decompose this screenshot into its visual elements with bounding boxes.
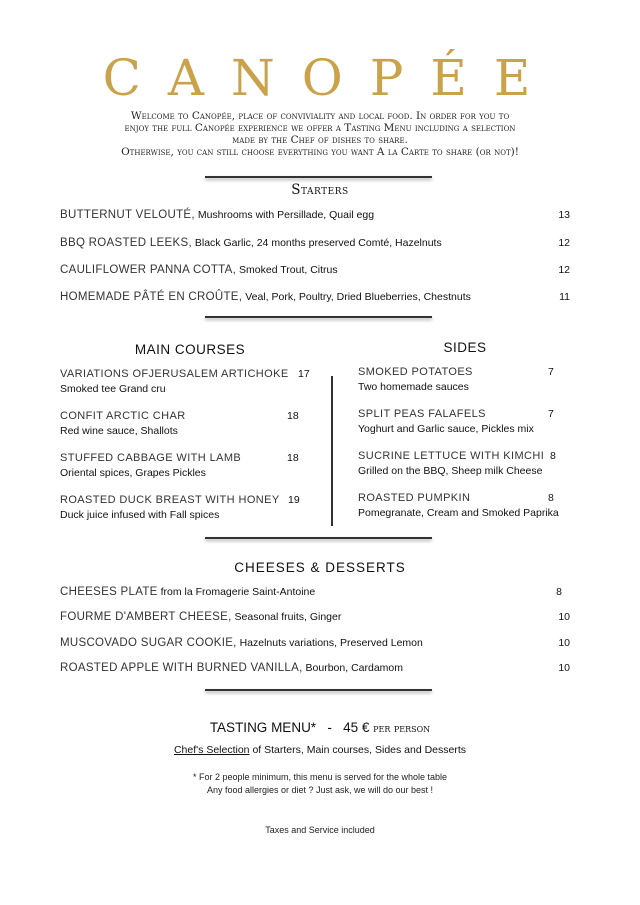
item-name: MUSCOVADO SUGAR COOKIE, — [60, 637, 237, 649]
tasting-per-person: per person — [373, 722, 431, 735]
item-desc: Black Garlic, 24 months preserved Comté, Hazelnuts — [194, 237, 442, 249]
mains-heading: MAIN COURSES — [134, 342, 246, 357]
item-name: ROASTED APPLE WITH BURNED VANILLA, — [60, 662, 303, 674]
item-name: SUCRINE LETTUCE WITH KIMCHI — [358, 450, 545, 462]
item-desc: Grilled on the BBQ, Sheep milk Cheese — [358, 465, 543, 477]
item-price: 12 — [558, 264, 570, 276]
desserts-heading: CHEESES & DESSERTS — [234, 560, 406, 575]
intro-line: made by the Chef of dishes to share. — [232, 134, 408, 146]
item-desc: Oriental spices, Grapes Pickles — [60, 467, 206, 479]
tasting-menu-line — [0, 720, 640, 735]
intro-text — [60, 110, 580, 158]
intro-line: enjoy the full Canopée experience we offer a Tasting Menu including a selection — [124, 122, 516, 134]
menu-item — [60, 451, 310, 481]
item-name: ROASTED PUMPKIN — [358, 492, 471, 504]
item-desc: Hazelnuts variations, Preserved Lemon — [239, 637, 423, 649]
item-desc: Smoked Trout, Citrus — [239, 264, 338, 276]
item-price: 7 — [548, 408, 554, 420]
menu-item — [60, 208, 570, 222]
item-price: 10 — [558, 662, 570, 674]
item-desc: from la Fromagerie Saint-Antoine — [160, 586, 316, 598]
menu-item — [358, 365, 568, 395]
tasting-price: 45 € — [343, 720, 370, 735]
menu-item — [60, 636, 570, 650]
item-price: 8 — [556, 586, 562, 598]
item-name: CONFIT ARCTIC CHAR — [60, 410, 186, 422]
item-desc: Seasonal fruits, Ginger — [234, 611, 342, 623]
tasting-selection — [0, 744, 640, 756]
item-name: FOURME D'AMBERT CHEESE, — [60, 611, 232, 623]
item-price: 11 — [559, 291, 570, 303]
item-desc: Two homemade sauces — [358, 381, 469, 393]
intro-line: Welcome to Canopée, place of conviviality and local food. In order for you to — [130, 110, 510, 122]
menu-item — [60, 290, 570, 304]
item-name: BBQ ROASTED LEEKS, — [60, 237, 192, 249]
menu-item — [60, 367, 310, 397]
selection-text: of Starters, Main courses, Sides and Desserts — [252, 744, 467, 756]
item-desc: Bourbon, Cardamom — [305, 662, 403, 674]
item-name: CAULIFLOWER PANNA COTTA, — [60, 264, 237, 276]
divider — [205, 316, 432, 318]
divider — [205, 689, 432, 691]
item-name: BUTTERNUT VELOUTÉ, — [60, 209, 195, 221]
menu-item — [60, 236, 570, 250]
item-price: 18 — [287, 452, 299, 464]
item-name: CHEESES PLATE — [60, 586, 158, 598]
menu-item — [60, 263, 570, 277]
item-desc: Red wine sauce, Shallots — [60, 425, 178, 437]
item-name: STUFFED CABBAGE WITH LAMB — [60, 452, 242, 464]
item-name: ROASTED DUCK BREAST WITH HONEY — [60, 494, 280, 506]
item-price: 10 — [558, 611, 570, 623]
menu-item — [60, 610, 570, 624]
item-name: VARIATIONS OFJERUSALEM ARTICHOKE — [60, 368, 289, 380]
menu-item — [60, 661, 570, 675]
chefs-selection-link[interactable]: Chef's Selection — [173, 744, 250, 756]
menu-item — [358, 491, 568, 521]
item-price: 13 — [558, 209, 570, 221]
item-price: 7 — [548, 366, 554, 378]
intro-line: Otherwise, you can still choose everything you want A la Carte to share (or not)! — [121, 146, 519, 158]
item-price: 17 — [298, 368, 310, 380]
item-name: SMOKED POTATOES — [358, 366, 473, 378]
starters-heading: Starters — [291, 182, 349, 198]
divider — [205, 176, 432, 178]
item-price: 10 — [558, 637, 570, 649]
allergy-note: Any food allergies or diet ? Just ask, we will do our best ! — [206, 785, 434, 795]
column-divider — [331, 376, 333, 526]
tasting-separator: - — [327, 720, 332, 735]
menu-item — [60, 585, 570, 599]
item-desc: Pomegranate, Cream and Smoked Paprika — [358, 507, 559, 519]
menu-item — [60, 409, 310, 439]
divider — [205, 537, 432, 539]
item-price: 18 — [287, 410, 299, 422]
restaurant-title: CANOPÉE — [102, 49, 558, 107]
item-price: 8 — [550, 450, 556, 462]
menu-item — [358, 407, 568, 437]
item-desc: Yoghurt and Garlic sauce, Pickles mix — [358, 423, 534, 435]
item-price: 8 — [548, 492, 554, 504]
tasting-note: * For 2 people minimum, this menu is served for the whole table — [192, 772, 448, 782]
item-desc: Mushrooms with Persillade, Quail egg — [197, 209, 375, 221]
item-name: SPLIT PEAS FALAFELS — [358, 408, 486, 420]
item-price: 12 — [558, 237, 570, 249]
item-name: HOMEMADE PÂTÉ EN CROÛTE, — [60, 291, 243, 303]
sides-heading: SIDES — [443, 340, 487, 355]
item-desc: Duck juice infused with Fall spices — [60, 509, 220, 521]
item-desc: Smoked tee Grand cru — [60, 383, 166, 395]
item-desc: Veal, Pork, Poultry, Dried Blueberries, Chestnuts — [245, 291, 471, 303]
tasting-label: TASTING MENU* — [209, 720, 317, 735]
menu-item — [60, 493, 310, 523]
menu-item — [358, 449, 568, 479]
footer-note: Taxes and Service included — [265, 825, 375, 835]
item-price: 19 — [288, 494, 300, 506]
